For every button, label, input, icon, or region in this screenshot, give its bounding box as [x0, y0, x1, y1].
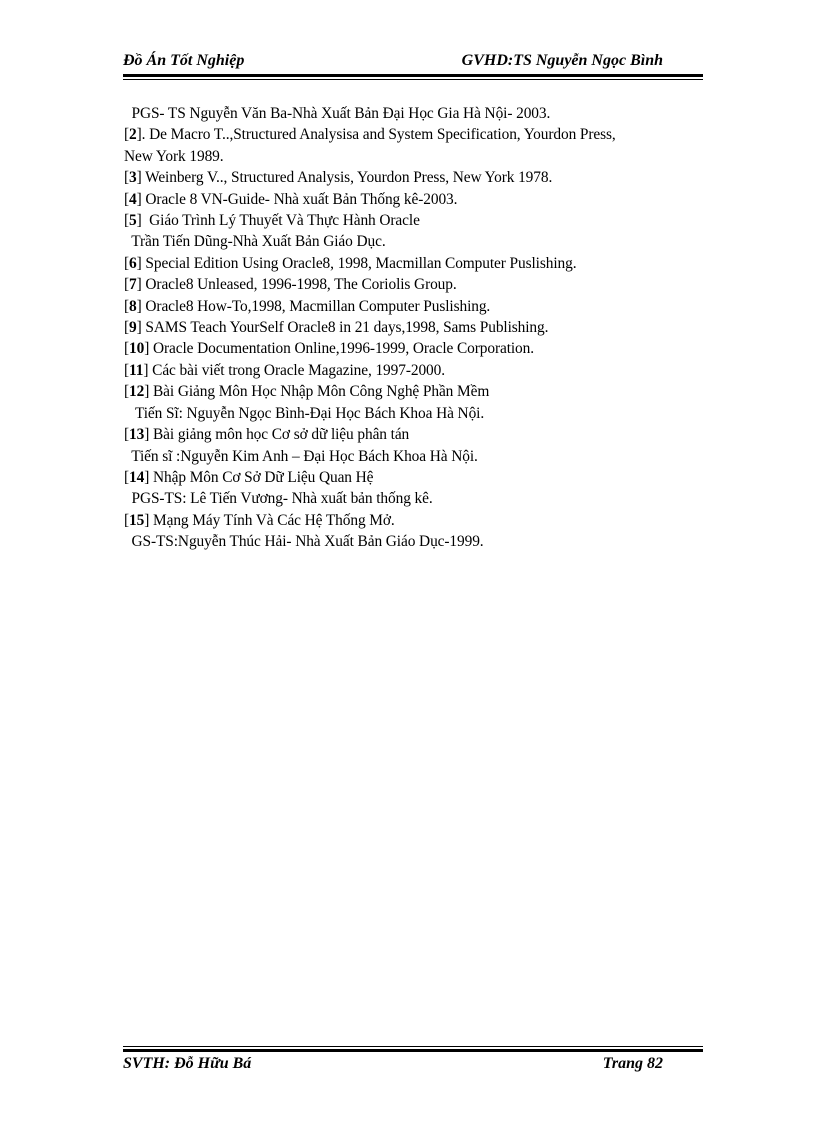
- reference-line: [4] Oracle 8 VN-Guide- Nhà xuất Bản Thống kê-2003.: [124, 190, 458, 208]
- header-thesis-title: Đồ Án Tốt Nghiệp: [123, 52, 245, 69]
- reference-line: Tiến Sĩ: Nguyễn Ngọc Bình-Đại Học Bách Khoa Hà Nội.: [124, 404, 485, 422]
- reference-line: [3] Weinberg V.., Structured Analysis, Yourdon Press, New York 1978.: [124, 169, 553, 187]
- reference-number: 13: [129, 426, 145, 444]
- reference-line: Tiến sĩ :Nguyễn Kim Anh – Đại Học Bách Khoa Hà Nội.: [124, 447, 478, 465]
- reference-number: 6: [129, 254, 137, 272]
- reference-line: PGS- TS Nguyễn Văn Ba-Nhà Xuất Bản Đại Học Gia Hà Nội- 2003.: [124, 105, 551, 122]
- reference-number: 5: [129, 212, 137, 230]
- reference-line: [10] Oracle Documentation Online,1996-1999, Oracle Corporation.: [124, 340, 534, 358]
- reference-line: Trần Tiến Dũng-Nhà Xuất Bản Giáo Dục.: [124, 233, 386, 251]
- reference-line: [8] Oracle8 How-To,1998, Macmillan Computer Puslishing.: [124, 297, 491, 315]
- reference-number: 12: [129, 383, 145, 401]
- footer-rule-thick: [123, 1049, 703, 1052]
- page-footer: [123, 1055, 703, 1077]
- reference-line: [14] Nhập Môn Cơ Sở Dữ Liệu Quan Hệ: [124, 468, 374, 486]
- footer-page-number: Trang 82: [602, 1055, 663, 1072]
- reference-line: [11] Các bài viết trong Oracle Magazine, 1997-2000.: [124, 361, 445, 379]
- page-header: [123, 52, 703, 74]
- footer-rule-thin: [123, 1046, 703, 1047]
- reference-number: 15: [129, 511, 145, 529]
- reference-line: [2]. De Macro T..,Structured Analysisa and System Specification, Yourdon Press,: [124, 126, 616, 144]
- header-advisor: GVHD:TS Nguyễn Ngọc Bình: [461, 52, 663, 69]
- reference-number: 2: [129, 126, 137, 144]
- reference-line: PGS-TS: Lê Tiến Vương- Nhà xuất bản thống kê.: [124, 490, 433, 508]
- reference-line: [9] SAMS Teach YourSelf Oracle8 in 21 days,1998, Sams Publishing.: [124, 319, 549, 337]
- reference-number: 3: [129, 169, 137, 187]
- reference-number: 8: [129, 297, 137, 315]
- reference-line: [12] Bài Giảng Môn Học Nhập Môn Công Nghệ Phần Mềm: [124, 383, 490, 401]
- reference-line: New York 1989.: [124, 147, 224, 165]
- reference-number: 14: [129, 468, 145, 486]
- reference-number: 10: [129, 340, 145, 358]
- reference-number: 9: [129, 319, 137, 337]
- reference-number: 11: [129, 361, 144, 379]
- header-rule-thin: [123, 79, 703, 80]
- reference-list: [124, 103, 704, 553]
- reference-line: GS-TS:Nguyễn Thúc Hải- Nhà Xuất Bản Giáo Dục-1999.: [124, 533, 484, 551]
- reference-line: [7] Oracle8 Unleased, 1996-1998, The Coriolis Group.: [124, 276, 457, 294]
- reference-number: 7: [129, 276, 137, 294]
- reference-line: [5] Giáo Trình Lý Thuyết Và Thực Hành Oracle: [124, 212, 420, 230]
- header-rule-thick: [123, 74, 703, 77]
- reference-line: [6] Special Edition Using Oracle8, 1998, Macmillan Computer Puslishing.: [124, 254, 577, 272]
- reference-line: [13] Bài giảng môn học Cơ sở dữ liệu phân tán: [124, 426, 410, 444]
- reference-number: 4: [129, 190, 137, 208]
- reference-line: [15] Mạng Máy Tính Và Các Hệ Thống Mở.: [124, 511, 395, 529]
- footer-student: SVTH: Đỗ Hữu Bá: [123, 1055, 252, 1072]
